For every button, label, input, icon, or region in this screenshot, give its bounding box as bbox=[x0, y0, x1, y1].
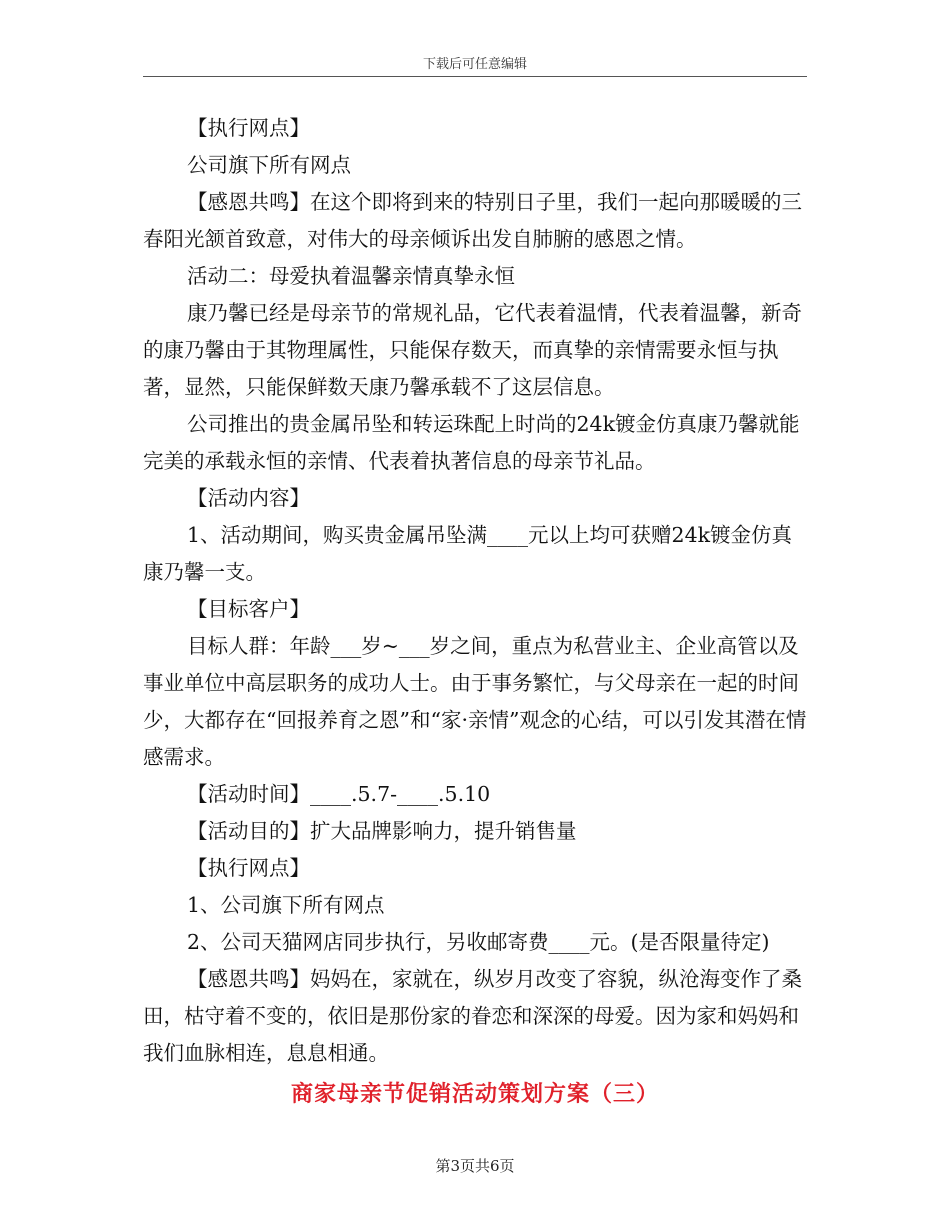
paragraph: 【活动内容】 bbox=[187, 486, 310, 510]
paragraph: 【执行网点】 bbox=[187, 856, 310, 880]
paragraph: 1、公司旗下所有网点 bbox=[187, 893, 385, 917]
paragraph: 公司推出的贵金属吊坠和转运珠配上时尚的24k镀金仿真康乃馨就能完美的承载永恒的亲情、代表着执著信息的母亲节礼品。 bbox=[143, 412, 800, 473]
header-rule bbox=[143, 76, 807, 77]
page-footer: 第3页共6页 bbox=[435, 1157, 515, 1175]
page-header: 下载后可任意编辑 bbox=[422, 57, 527, 72]
section-title: 商家母亲节促销活动策划方案（三） bbox=[290, 1081, 659, 1107]
paragraph: 康乃馨已经是母亲节的常规礼品，它代表着温情，代表着温馨，新奇的康乃馨由于其物理属性，只能保存数天，而真挚的亲情需要永恒与执著，显然，只能保鲜数天康乃馨承载不了这层信息。 bbox=[143, 301, 802, 399]
paragraph: 【感恩共鸣】在这个即将到来的特别日子里，我们一起向那暖暖的三春阳光颔首致意，对伟大的母亲倾诉出发自肺腑的感恩之情。 bbox=[143, 190, 802, 251]
paragraph: 活动二：母爱执着温馨亲情真挚永恒 bbox=[187, 264, 515, 288]
paragraph: 1、活动期间，购买贵金属吊坠满____元以上均可获赠24k镀金仿真康乃馨一支。 bbox=[143, 523, 793, 584]
paragraph: 2、公司天猫网店同步执行，另收邮寄费____元。(是否限量待定) bbox=[187, 930, 770, 954]
paragraph: 目标人群：年龄___岁~___岁之间，重点为私营业主、企业高管以及事业单位中高层职务的成功人士。由于事务繁忙，与父母亲在一起的时间少，大都存在“回报养育之恩”和“家·亲情”观念的心结，可以引发其潜在情感需求。 bbox=[143, 634, 807, 769]
paragraph: 【目标客户】 bbox=[187, 597, 310, 621]
paragraph: 【执行网点】 bbox=[187, 116, 310, 140]
paragraph: 【活动时间】____.5.7-____.5.10 bbox=[187, 782, 491, 806]
paragraph: 【活动目的】扩大品牌影响力，提升销售量 bbox=[187, 819, 577, 843]
paragraph: 【感恩共鸣】妈妈在，家就在，纵岁月改变了容貌，纵沧海变作了桑田，枯守着不变的，依旧是那份家的眷恋和深深的母爱。因为家和妈妈和我们血脉相连，息息相通。 bbox=[143, 967, 802, 1065]
document-body bbox=[143, 110, 807, 1072]
paragraph: 公司旗下所有网点 bbox=[187, 153, 351, 177]
